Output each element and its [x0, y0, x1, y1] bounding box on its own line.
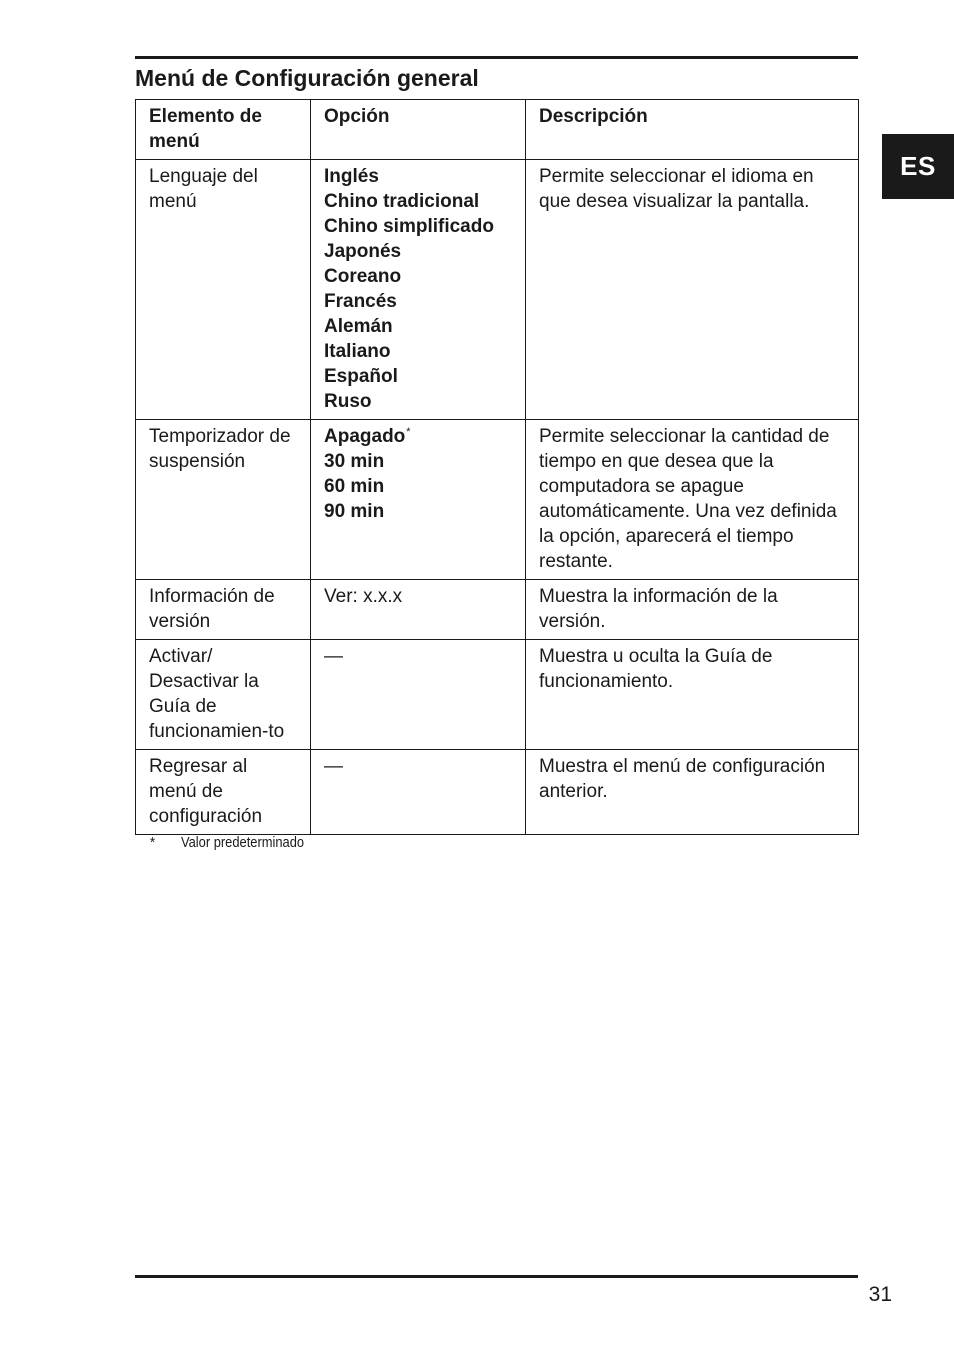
option-value: 30 min — [324, 451, 385, 472]
option-value: Inglés — [324, 166, 379, 187]
option-value: Francés — [324, 291, 397, 312]
header-option: Opción — [311, 100, 526, 160]
table-row — [136, 640, 859, 750]
page-number: 31 — [868, 1283, 892, 1306]
table-row — [136, 420, 859, 580]
footnote-mark: * — [150, 834, 156, 851]
settings-table — [135, 99, 859, 835]
option-cell — [311, 640, 526, 750]
menu-item-cell: Información de versión — [136, 580, 311, 640]
language-tab: ES — [882, 134, 954, 199]
bottom-rule — [135, 1275, 858, 1278]
header-menu-item: Elemento de menú — [136, 100, 311, 160]
footnote — [150, 834, 304, 851]
menu-item-cell: Lenguaje del menú — [136, 160, 311, 420]
option-value: Chino simplificado — [324, 216, 494, 237]
description-cell: Muestra u oculta la Guía de funcionamiento. — [526, 640, 859, 750]
option-value: 60 min — [324, 476, 385, 497]
option-value: Ver: x.x.x — [324, 586, 403, 607]
option-value: Ruso — [324, 391, 372, 412]
footnote-text: Valor predeterminado — [180, 834, 305, 851]
option-cell — [311, 420, 526, 580]
option-label: Apagado — [324, 426, 406, 447]
description-cell: Permite seleccionar la cantidad de tiempo en que desea que la computadora se apague automáticamente. Una vez definida la opción, aparecerá el tiempo restante. — [526, 420, 859, 580]
table-row — [136, 580, 859, 640]
section-title: Menú de Configuración general — [135, 65, 479, 91]
option-cell — [311, 580, 526, 640]
description-cell: Muestra el menú de configuración anterior. — [526, 750, 859, 835]
option-value-default — [324, 424, 515, 449]
option-value: Español — [324, 366, 398, 387]
description-cell: Muestra la información de la versión. — [526, 580, 859, 640]
option-cell — [311, 160, 526, 420]
header-description: Descripción — [526, 100, 859, 160]
option-value: Alemán — [324, 316, 393, 337]
table-row — [136, 750, 859, 835]
option-value: Chino tradicional — [324, 191, 480, 212]
menu-item-cell: Regresar al menú de configuración — [136, 750, 311, 835]
option-value: — — [324, 756, 343, 777]
option-value: Italiano — [324, 341, 391, 362]
menu-item-cell: Temporizador de suspensión — [136, 420, 311, 580]
menu-item-cell: Activar/ Desactivar la Guía de funcionamien-to — [136, 640, 311, 750]
description-cell: Permite seleccionar el idioma en que desea visualizar la pantalla. — [526, 160, 859, 420]
table-row — [136, 160, 859, 420]
option-value: Japonés — [324, 241, 402, 262]
option-cell — [311, 750, 526, 835]
default-marker: * — [406, 426, 411, 438]
option-value: Coreano — [324, 266, 402, 287]
option-value: — — [324, 646, 343, 667]
option-value: 90 min — [324, 501, 385, 522]
top-rule — [135, 56, 858, 59]
table-header-row — [136, 100, 859, 160]
